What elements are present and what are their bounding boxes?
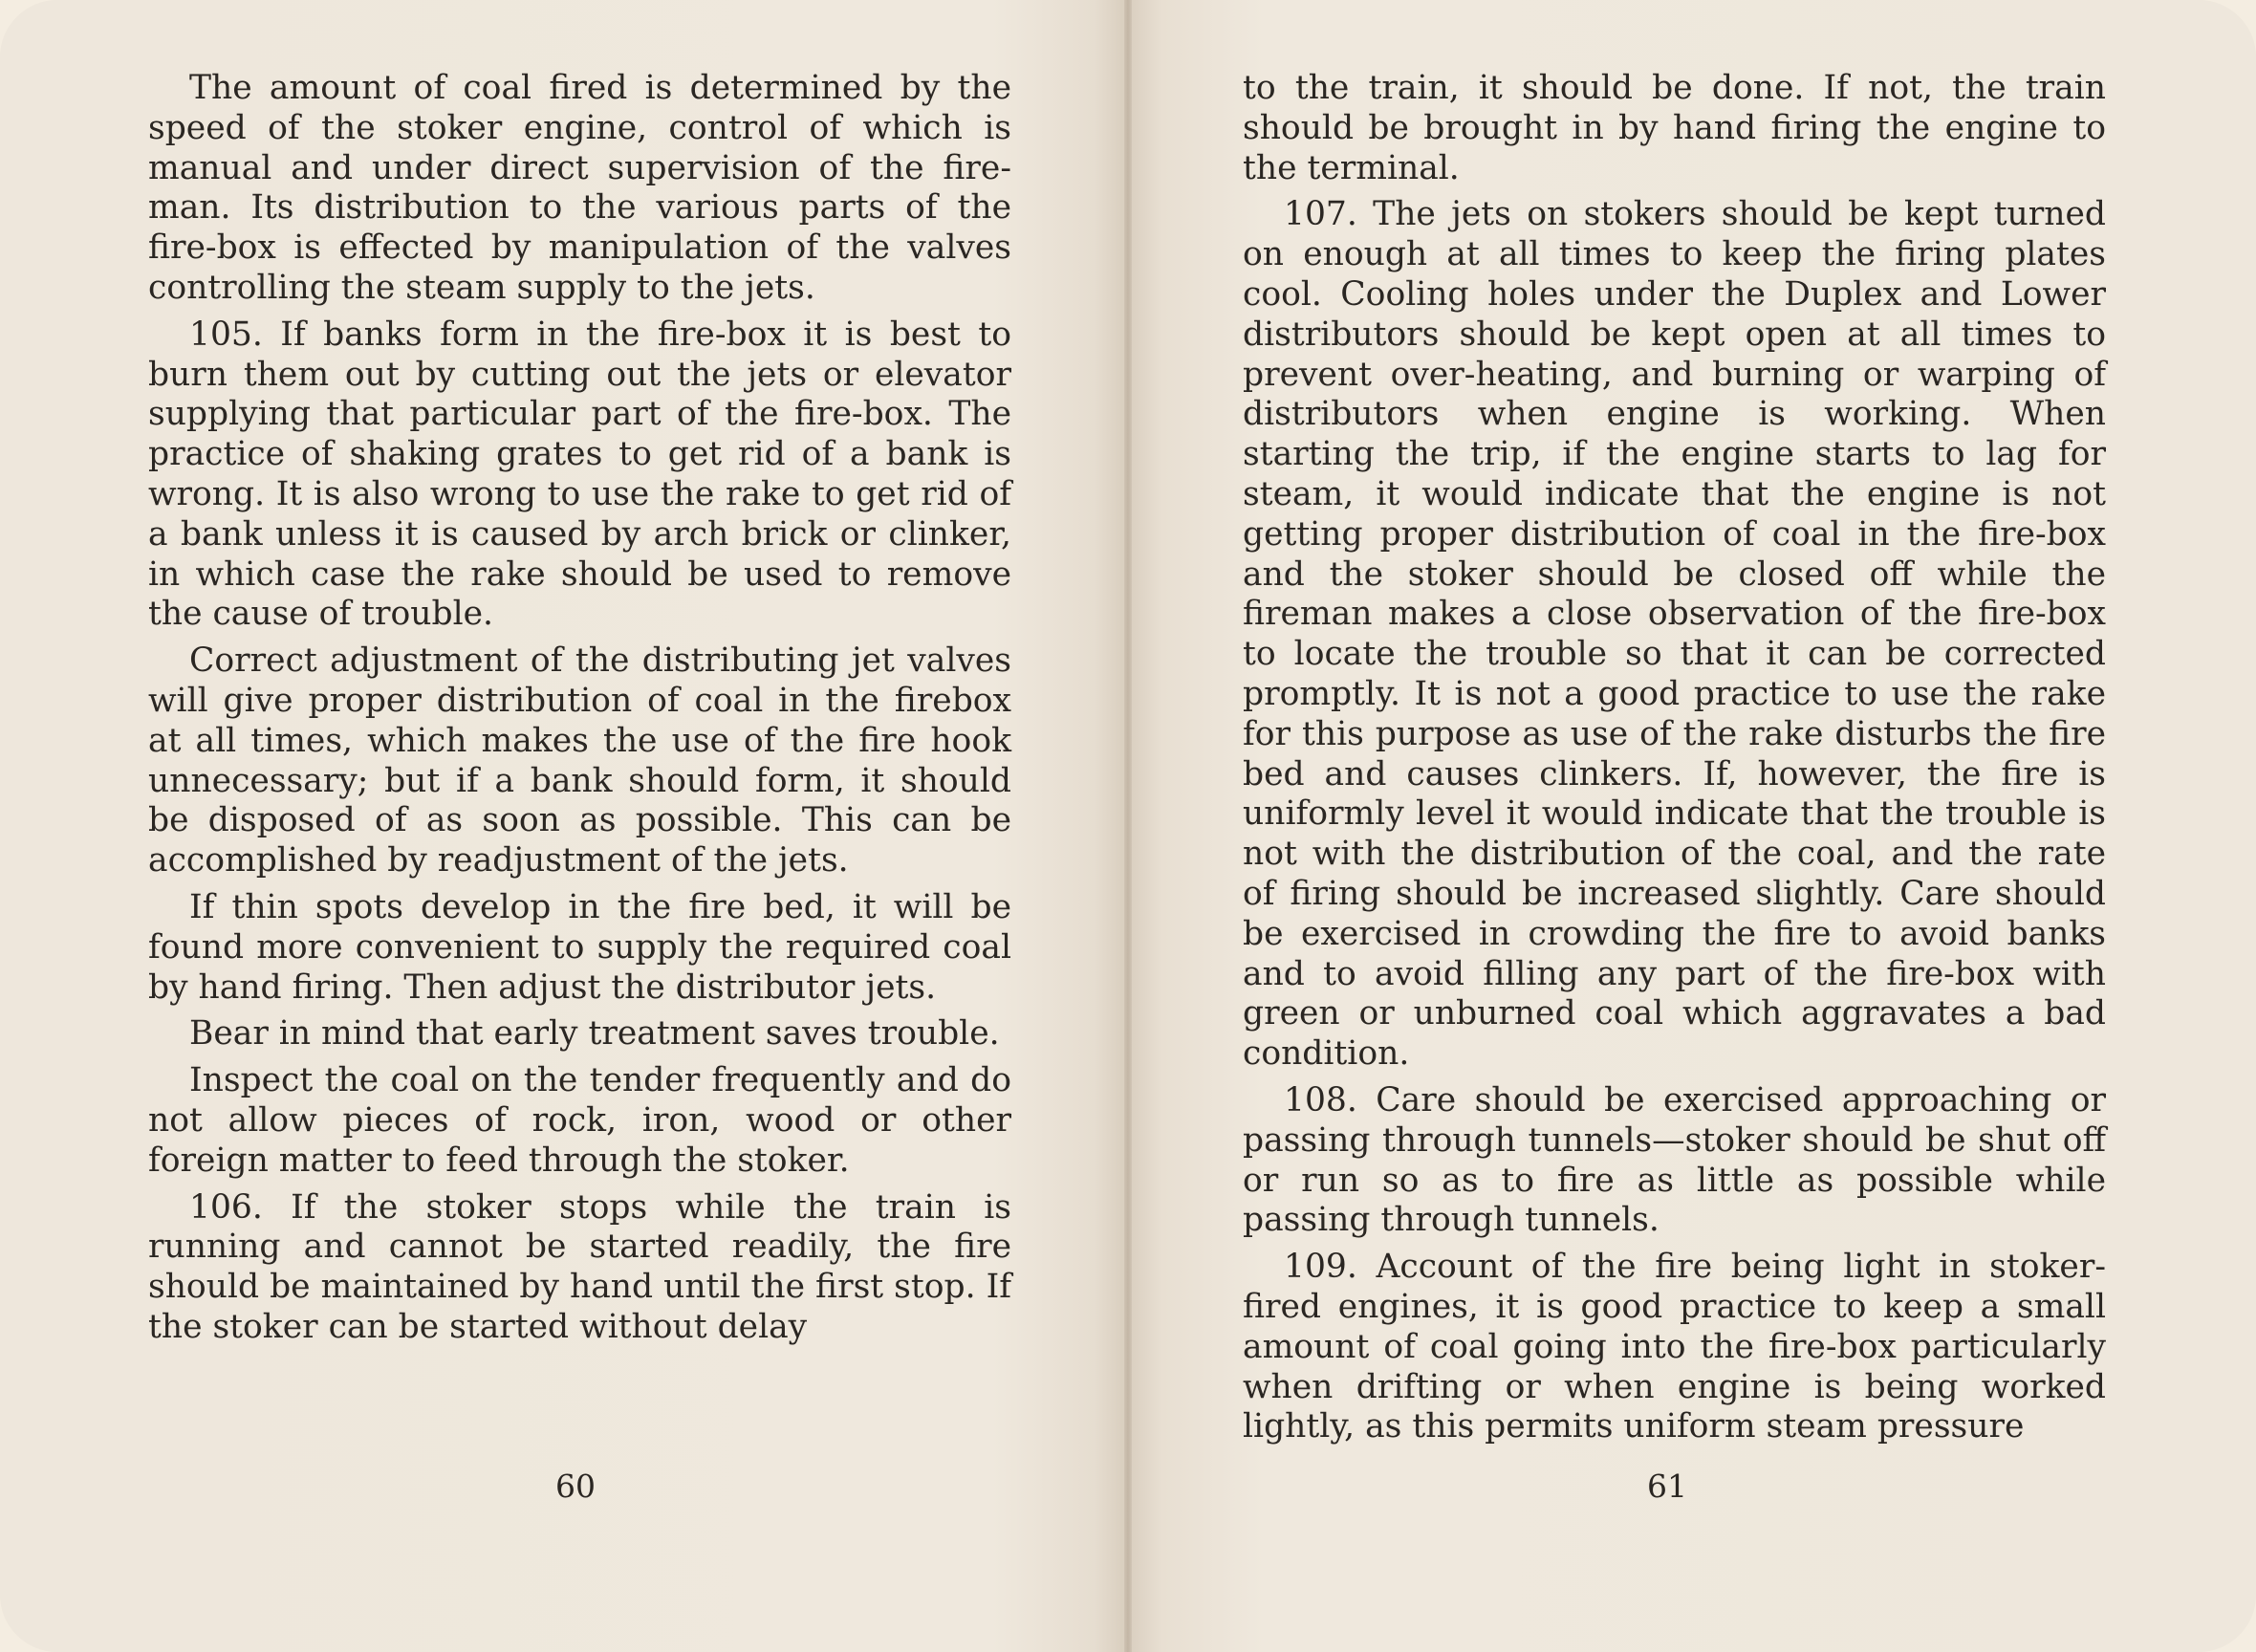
page-number: 60 (555, 1467, 596, 1505)
paragraph-107: 107. The jets on stokers should be kept turned on enough at all times to keep the firing plates cool. Cooling holes under the Duplex and Lower distributors should be kept open at all times to prevent over-heating, and burning or warping of distributors when engine is working. When starting the trip, if the engine starts to lag for steam, it would indicate that the engine is not getting proper distribution of coal in the fire-box and the stoker should be closed off while the fireman makes a close observation of the fire-box to locate the trouble so that it can be corrected promptly. It is not a good practice to use the rake for this purpose as use of the rake disturbs the fire bed and causes clinkers. If, however, the fire is uniformly level it would indicate that the trouble is not with the distribution of the coal, and the rate of firing should be increased slightly. Care should be exercised in crowding the fire to avoid banks and to avoid filling any part of the fire-box with green or unburned coal which aggravates a bad condition. (1243, 195, 2106, 1074)
paragraph-108: 108. Care should be exercised approaching or passing through tunnels—stoker should be shut off or run so as to fire as little as possible while passing through tunnels. (1243, 1080, 2106, 1240)
paragraph: The amount of coal fired is determined by the speed of the stoker engine, control of which is manual and under direct supervision of the fireman. Its distribution to the various parts of the fire-box is effected by manipulation of the valves controlling the steam supply to the jets. (148, 69, 1011, 307)
paragraph-105: 105. If banks form in the fire-box it is best to burn them out by cutting out the jets or elevator supplying that particular part of the fire-box. The practice of shaking grates to get rid of a bank is wrong. It is also wrong to use the rake to get rid of a bank unless it is caused by arch brick or clinker, in which case the rake should be used to remove the cause of trouble. (148, 315, 1011, 634)
paragraph: If thin spots develop in the fire bed, it will be found more convenient to supply the required coal by hand firing. Then adjust the distributor jets. (148, 887, 1011, 1007)
left-page-text (148, 69, 1011, 1355)
paragraph: Correct adjustment of the distributing jet valves will give proper distribution of coal in the firebox at all times, which makes the use of the fire hook unnecessary; but if a bank should form, it should be disposed of as soon as possible. This can be accomplished by readjustment of the jets. (148, 641, 1011, 880)
book-gutter (1124, 0, 1132, 1652)
right-page-text (1243, 69, 2106, 1454)
paragraph-continuation: to the train, it should be done. If not, the train should be brought in by hand firing the engine to the terminal. (1243, 69, 2106, 187)
paragraph: Bear in mind that early treatment saves trouble. (189, 1014, 1000, 1054)
paragraph: Inspect the coal on the tender frequently and do not allow pieces of rock, iron, wood or other foreign matter to feed through the stoker. (148, 1061, 1011, 1180)
paragraph-109: 109. Account of the fire being light in stoker-fired engines, it is good practice to keep a small amount of coal going into the fire-box particularly when drifting or when engine is being worked lightly, as this permits uniform steam pressure (1243, 1248, 2106, 1446)
page-number: 61 (1647, 1467, 1687, 1505)
paragraph-106: 106. If the stoker stops while the train is running and cannot be started readily, the fire should be maintained by hand until the first stop. If the stoker can be started without delay (148, 1187, 1011, 1346)
